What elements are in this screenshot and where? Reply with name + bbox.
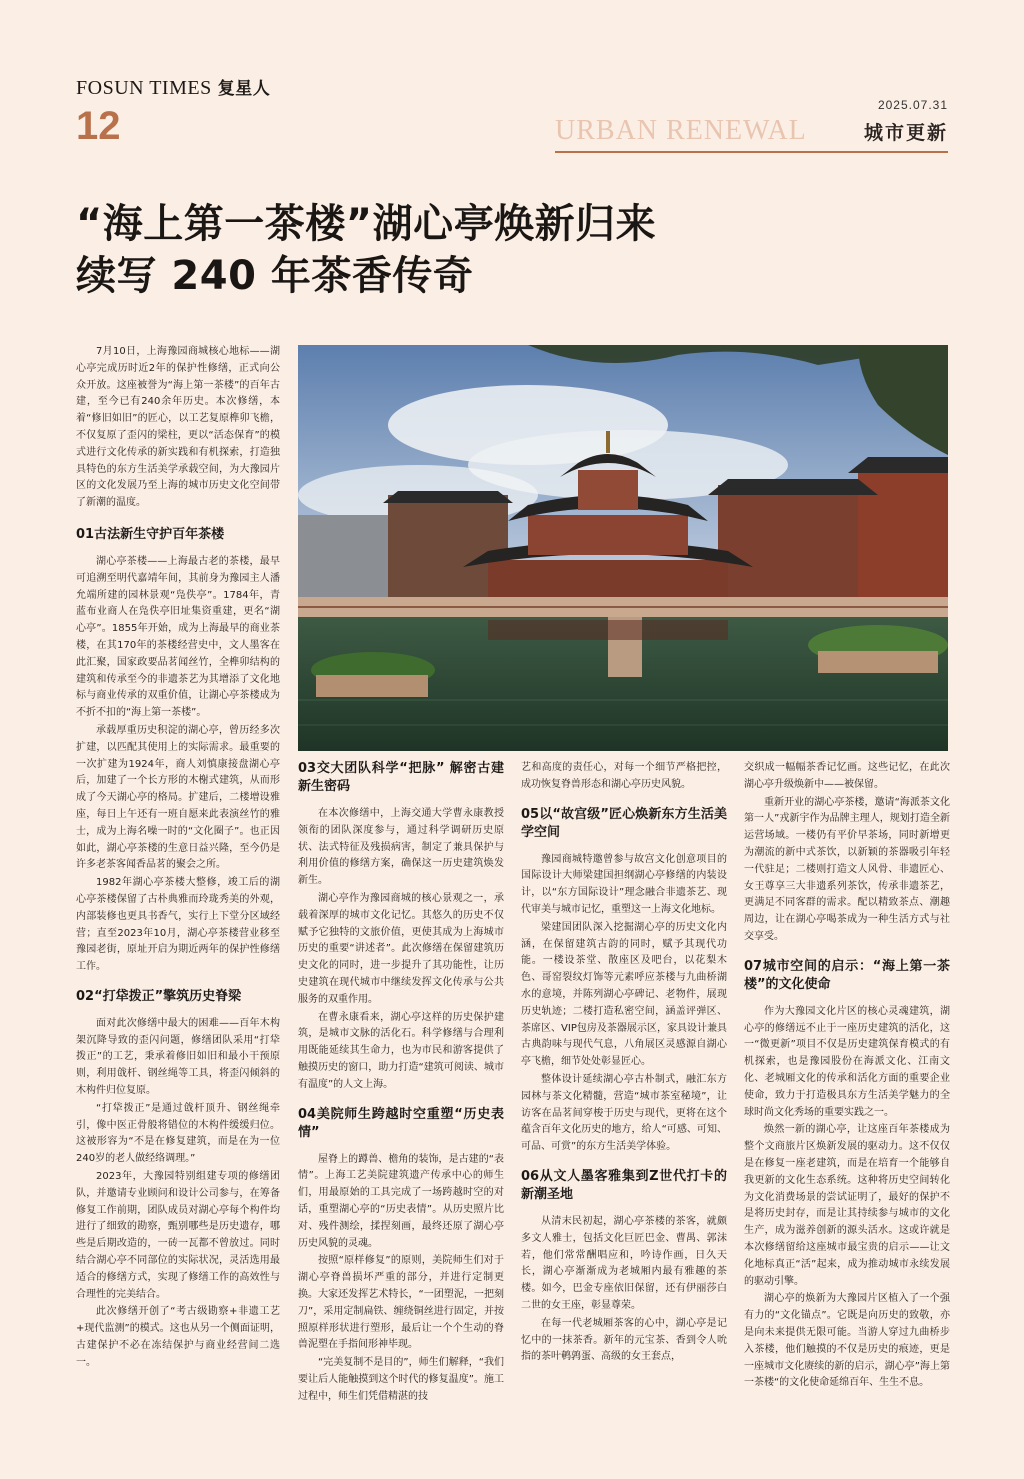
paragraph: 在本次修缮中，上海交通大学曹永康教授领衔的团队深度参与，通过科学调研历史原状、法式特征及残损病害，制定了兼具保护与利用价值的修缮方案，确保这一历史建筑焕发新生。 — [298, 808, 504, 887]
paragraph: 湖心亭茶楼——上海最古老的茶楼，最早可追溯至明代嘉靖年间，其前身为豫园主人潘允端所建的园林景观“凫佚亭”。1784年，青蓝布业商人在凫佚亭旧址集资重建，更名“湖心亭”。1855年开始，成为上海最早的商业茶楼，在其170年的茶楼经营史中，文人墨客在此汇聚，国家政要品茗闻丝竹，全榫卯结构的建筑和传承至今的非遗茶艺为其增添了文化地标与商业传承的双重价值，让湖心亭茶楼成为不折不扣的“海上第一茶楼”。 — [76, 555, 280, 719]
article-column-1 — [76, 344, 280, 1373]
article-column-3 — [521, 760, 727, 1367]
masthead — [76, 74, 270, 100]
subheading-03: 03交大团队科学“把脉” 解密古建新生密码 — [298, 761, 504, 794]
section-rule — [555, 151, 948, 153]
subheading-05: 05以“故宫级”匠心焕新东方生活美学空间 — [521, 806, 727, 840]
headline — [76, 198, 776, 302]
paragraph: 梁建国团队深入挖掘湖心亭的历史文化内涵，在保留建筑古韵的同时，赋予其现代功能。一楼设茶堂、散座区及吧台，以花梨木色、哥窑裂纹灯饰等元素呼应茶楼与九曲桥湖水的意境，并陈列湖心亭碑记、老物件，展现历史轨迹；二楼打造私密空间，涵盖评弹区、茶席区、VIP包房及茶器展示区，家具设计兼具古典韵味与现代气息，八角展区灵感源自湖心亭飞檐，细节处处彰显匠心。 — [521, 921, 727, 1068]
paragraph: 湖心亭的焕新为大豫园片区植入了一个强有力的“文化锚点”。它既是向历史的致敬，亦是向未来提供无限可能。当游人穿过九曲桥步入茶楼，他们触摸的不仅是历史的痕迹，更是一座城市文化赓续的新的启示，湖心亭”海上第一茶楼“的文化使命延绵百年、生生不息。 — [744, 1293, 950, 1389]
article-column-4 — [744, 760, 950, 1393]
teahouse-illustration — [298, 345, 948, 751]
subheading-07: 07城市空间的启示：“海上第一茶楼”的文化使命 — [744, 958, 950, 992]
subheading-01: 01古法新生守护百年茶楼 — [76, 526, 225, 542]
paragraph: 整体设计延续湖心亭古朴制式，融汇东方园林与茶文化精髓，营造“城市茶室秘境”，让访客在品茗间穿梭于历史与现代，更将在这个蕴含百年文化历史的地方，给人“可感、可知、可品、可赏”的东方生活美学体验。 — [521, 1073, 727, 1153]
paragraph: 2023年，大豫园特别组建专项的修缮团队，并邀请专业顾问和设计公司参与，在筹备修复工作前期，团队成员对湖心亭每个构件均进行了细致的勘察，甄别哪些是历史遗存，哪些是后期改造的，一砖一瓦都不曾放过。同时结合湖心亭不同部位的实际状况，灵活选用最适合的修缮方式，实现了修缮工作的高效性与合理性的完美结合。 — [76, 1171, 280, 1300]
paragraph: 1982年湖心亭茶楼大整修，竣工后的湖心亭茶楼保留了古朴典雅而玲珑秀美的外观，内部装修也更具书香气，实行上下堂分区域经营；直至2023年10月，湖心亭茶楼营业移至豫园老街，原址开启为期近两年的保护性修缮工作。 — [76, 877, 280, 973]
section-title-cn: 城市更新 — [863, 122, 948, 144]
subheading-02: 02“打牮拨正”擎筑历史脊梁 — [76, 988, 242, 1004]
paragraph: 从清末民初起，湖心亭茶楼的茶客，就颇多文人雅士，包括文化巨匠巴金、曹禺、郭沫若，他们常常酬唱应和，吟诗作画，日久天长，湖心亭渐渐成为老城厢内最有雅趣的茶楼。如今，巴金专座依旧保留，还有伊丽莎白二世的女王座，彰显尊荣。 — [521, 1215, 727, 1311]
paragraph: 作为大豫园文化片区的核心灵魂建筑，湖心亭的修缮远不止于一座历史建筑的活化，这一“微更新”项目不仅是历史建筑保育模式的有机探索，也是豫园股份在海派文化、江南文化、老城厢文化的传承和活化方面的重要企业使命，致力于打造极具东方生活美学魅力的全球时尚文化秀场的重要实践之一。 — [744, 1005, 950, 1118]
paragraph-continued: 艺和高度的责任心，对每一个细节严格把控，成功恢复脊兽形态和湖心亭历史风貌。 — [521, 762, 727, 790]
section-title-en: URBAN RENEWAL — [555, 115, 807, 146]
paragraph: 重新开业的湖心亭茶楼，邀请“海派茶文化第一人”戎新宇作为品牌主理人，规划打造全新运营场域。一楼仍有平价早茶场，同时新增更为潮流的新中式茶饮，以新颖的茶器吸引年轻一代驻足；二楼则打造文人风骨、非遗匠心、女王尊享三大非遗系列茶饮，传承非遗茶艺，更满足不同客群的需求。配以精致茶点、潮趣周边，让在湖心亭喝茶成为一种生活方式与社交享受。 — [744, 796, 950, 942]
paragraph-continued: 交织成一幅幅茶香记忆画。这些记忆，在此次湖心亭升级焕新中——被保留。 — [744, 762, 950, 790]
brand-en: FOSUN TIMES — [76, 77, 212, 99]
page-number: 12 — [76, 104, 121, 148]
paragraph: 在每一代老城厢茶客的心中，湖心亭是记忆中的一抹茶香。新年的元宝茶、香到令人吮指的茶叶鹌鹑蛋、高级的女王套点， — [521, 1317, 727, 1363]
intro-paragraph: 7月10日，上海豫园商城核心地标——湖心亭完成历时近2年的保护性修缮，正式向公众开放。这座被誉为“海上第一茶楼”的百年古建，至今已有240余年历史。本次修缮，本着“修旧如旧”的匠心，以工艺复原榫卯飞檐，不仅复原了歪闪的梁柱，更以“活态保育”的模式进行文化传承的新实践和有机探索，打造独具特色的东方生活美学承载空间，为大豫园片区的文化发展乃至上海的城市历史文化空间带了新潮的温度。 — [76, 346, 280, 509]
paragraph: 在曹永康看来，湖心亭这样的历史保护建筑，是城市文脉的活化石。科学修缮与合理利用既能延续其生命力，也为市民和游客提供了触摸历史的窗口，助力打造“建筑可阅读、城市有温度”的人文上海。 — [298, 1011, 504, 1090]
subheading-06: 06从文人墨客雅集到Z世代打卡的新潮圣地 — [521, 1168, 727, 1202]
paragraph: 承载厚重历史积淀的湖心亭，曾历经多次扩建，以匹配其使用上的实际需求。最重要的一次扩建为1924年，商人刘慎康接盘湖心亭后，加建了一个长方形的木榭式建筑，从而形成了今天湖心亭的格局。扩建后，二楼增设雅座，每日上午还有一班自愿来此表演丝竹的雅士，成为上海名噪一时的“文化圈子”。也正因如此，湖心亭茶楼的生意日益兴隆，至今仍是许多老茶客闻香品茗的聚会之所。 — [76, 724, 280, 871]
paragraph: “打牮拨正”是通过戗杆顶升、钢丝绳牵引，像中医正骨般将错位的木构件缓缓归位。这被形容为“不是在修复建筑，而是在为一位240岁的老人做经络调理。” — [76, 1102, 280, 1165]
issue-date: 2025.07.31 — [877, 98, 948, 112]
paragraph: 面对此次修缮中最大的困难——百年木构架沉降导致的歪闪问题，修缮团队采用“打牮拨正”的工艺，秉承着修旧如旧和最小干预原则，利用戗杆、钢丝绳等工具，将歪闪倾斜的木构件归位复原。 — [76, 1017, 280, 1097]
paragraph: 按照“原样修复”的原则，美院师生们对于湖心亭脊兽损坏严重的部分，并进行定制更换。大家还发挥艺术特长，“一团塑泥，一把刻刀”，采用定制扁铁、缠绕铜丝进行固定，并按照原样形状进行塑形，最后让一个个生动的脊兽泥塑在手指间形神毕现。 — [298, 1255, 504, 1351]
paragraph: 屋脊上的蹲兽、檐角的装饰，是古建的“表情”。上海工艺美院建筑遗产传承中心的师生们，用最原始的工具完成了一场跨越时空的对话，重塑湖心亭的“历史表情”。从历史照片比对、残件测绘，揉捏刻画，最终还原了湖心亭历史风貌的灵魂。 — [298, 1153, 504, 1249]
paragraph: 豫园商城特邀曾参与故宫文化创意项目的国际设计大师梁建国担纲湖心亭修缮的内装设计，以“东方国际设计”理念融合非遗茶艺、现代审美与城市记忆，重塑这一上海文化地标。 — [521, 853, 727, 915]
paragraph: 焕然一新的湖心亭，让这座百年茶楼成为整个文商旅片区焕新发展的驱动力。这不仅仅是在修复一座老建筑，而是在培育一个能够自我更新的文化生态系统。这种将历史空间转化为文化消费场景的尝试证明了，最好的保护不是将历史封存，而是让其持续参与城市的文化生产，成为滋养创新的源头活水。这或许就是本次修缮留给这座城市最宝贵的启示——让文化地标真正“活”起来，成为推动城市永续发展的驱动引擎。 — [744, 1124, 950, 1287]
teahouse-photo — [298, 345, 948, 751]
headline-line-1: “海上第一茶楼”湖心亭焕新归来 — [76, 201, 657, 247]
paragraph: “完美复制不是目的”，师生们解释，“我们要让后人能触摸到这个时代的修复温度”。施工过程中，师生们凭借精湛的技 — [298, 1357, 504, 1402]
headline-line-2: 续写 240 年茶香传奇 — [76, 253, 474, 299]
brand-cn: 复星人 — [217, 79, 271, 99]
article-column-2 — [298, 760, 504, 1407]
subheading-04: 04美院师生跨越时空重塑“历史表情” — [298, 1106, 504, 1140]
paragraph: 湖心亭作为豫园商城的核心景观之一，承载着深厚的城市文化记忆。其悠久的历史不仅赋予它独特的文旅价值，更使其成为上海城市历史的重要“讲述者”。此次修缮在保留建筑历史文化的同时，进一步提升了其功能性，让历史建筑在现代城市中继续发挥文化传承与公共服务的双重作用。 — [298, 892, 504, 1005]
paragraph: 此次修缮开创了“考古级勘察+非遗工艺+现代监测”的模式。这也从另一个侧面证明，古建保护不必在冻结保护与商业经营间二选一。 — [76, 1306, 280, 1368]
